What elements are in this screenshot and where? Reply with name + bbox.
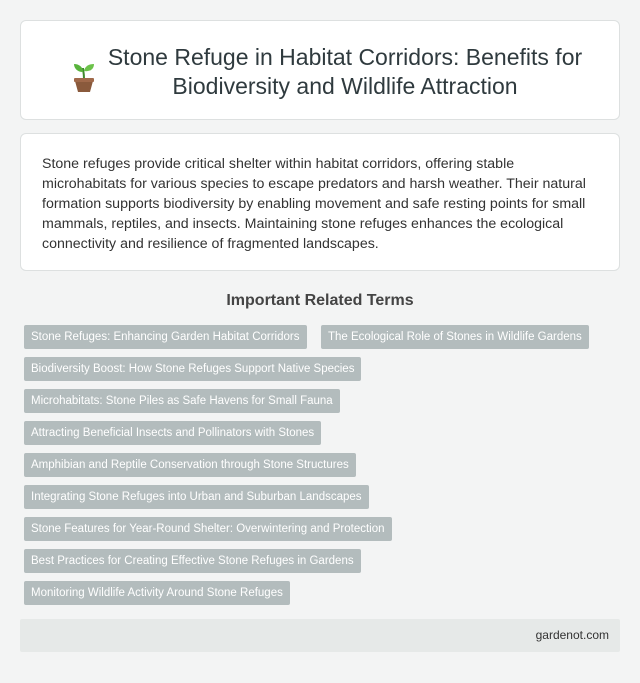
footer-site-link[interactable]: gardenot.com [535, 628, 609, 642]
related-tag-link[interactable]: Microhabitats: Stone Piles as Safe Havens for Small Fauna [24, 389, 340, 413]
related-tag-link[interactable]: Stone Features for Year-Round Shelter: Overwintering and Protection [24, 517, 392, 541]
related-tag-link[interactable]: Integrating Stone Refuges into Urban and Suburban Landscapes [24, 485, 369, 509]
related-tag-link[interactable]: Biodiversity Boost: How Stone Refuges Support Native Species [24, 357, 361, 381]
title-card [20, 20, 620, 120]
related-terms-heading: Important Related Terms [226, 292, 414, 309]
related-tag-link[interactable]: The Ecological Role of Stones in Wildlife Gardens [321, 325, 589, 349]
intro-paragraph: Stone refuges provide critical shelter within habitat corridors, offering stable microhabitats for various species to escape predators and harsh weather. Their natural formation supports biodiversity by enabling movement and safe resting points for small mammals, reptiles, and insects. Maintaining stone refuges enhances the ecological connectivity and resilience of fragmented landscapes. [42, 156, 586, 252]
related-tag-link[interactable]: Monitoring Wildlife Activity Around Stone Refuges [24, 581, 290, 605]
intro-card [20, 133, 620, 271]
page-title: Stone Refuge in Habitat Corridors: Benefits for Biodiversity and Wildlife Attraction [107, 44, 583, 99]
related-tag-link[interactable]: Amphibian and Reptile Conservation through Stone Structures [24, 453, 356, 477]
related-tag-link[interactable]: Stone Refuges: Enhancing Garden Habitat Corridors [24, 325, 307, 349]
footer [20, 619, 620, 652]
related-tag-link[interactable]: Attracting Beneficial Insects and Pollinators with Stones [24, 421, 321, 445]
related-tag-link[interactable]: Best Practices for Creating Effective Stone Refuges in Gardens [24, 549, 361, 573]
